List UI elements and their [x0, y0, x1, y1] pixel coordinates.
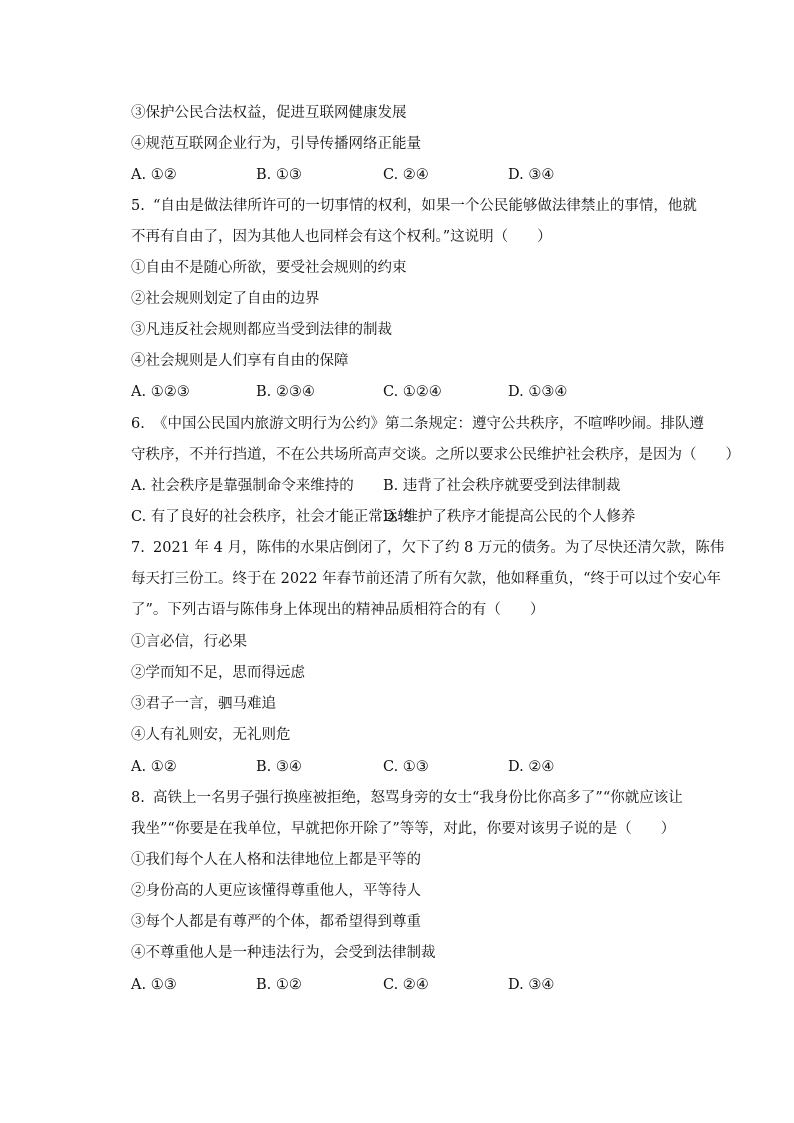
stem-text: 2021 年 4 月，陈伟的水果店倒闭了，欠下了约 8 万元的债务。为了尽快还清欠款，陈伟 [153, 540, 725, 556]
statement: ③每个人都是有尊严的个体，都希望得到尊重 [131, 914, 421, 930]
option-c: C. ①②④ [383, 384, 442, 400]
question-number: 7. [131, 540, 145, 556]
statement: ①言必信，行必果 [131, 634, 247, 650]
question-number: 5. [131, 198, 145, 214]
question-5-stem [131, 196, 697, 216]
stem-text: 不再有自由了，因为其他人也同样会有这个权利。”这说明（ ） [131, 229, 552, 245]
option-a: A. ①③ [131, 977, 177, 993]
statement: ①自由不是随心所欲，要受社会规则的约束 [131, 260, 407, 276]
stem-text: “自由是做法律所许可的一切事情的权利，如果一个公民能够做法律禁止的事情，他就 [153, 198, 697, 214]
question-7-stem [131, 538, 724, 558]
statement: ②学而知不足，思而得远虑 [131, 665, 305, 681]
stem-text: 我坐”“你要是在我单位，早就把你开除了”等等，对此，你要对该男子说的是（ ） [131, 821, 676, 837]
stem-text: 了”。下列古语与陈伟身上体现出的精神品质相符合的有（ ） [131, 602, 545, 618]
statement: ③君子一言，驷马难追 [131, 696, 276, 712]
statement: ①我们每个人在人格和法律地位上都是平等的 [131, 852, 421, 868]
option-b: B. ②③④ [256, 384, 315, 400]
option-c: C. ②④ [383, 167, 429, 183]
statement: ④人有礼则安，无礼则危 [131, 727, 291, 743]
statement: ③凡违反社会规则都应当受到法律的制裁 [131, 322, 392, 338]
question-6-stem [131, 414, 704, 434]
option-b: B. ③④ [256, 759, 302, 775]
option-d: D. ③④ [508, 167, 555, 183]
option-b: B. 违背了社会秩序就要受到法律制裁 [383, 478, 621, 494]
statement: ②身份高的人更应该懂得尊重他人，平等待人 [131, 883, 421, 899]
statement: ④规范互联网企业行为，引导传播网络正能量 [131, 136, 421, 152]
stem-text: 《中国公民国内旅游文明行为公约》第二条规定：遵守公共秩序，不喧哗吵闹。排队遵 [153, 416, 704, 432]
option-d: D. ①③④ [508, 384, 568, 400]
stem-text: 每天打三份工。终于在 2022 年春节前还清了所有欠款，他如释重负，“终于可以过个安心年 [131, 571, 722, 587]
question-number: 6. [131, 416, 145, 432]
option-d: D. ②④ [508, 759, 555, 775]
option-a: A. ①② [131, 167, 177, 183]
option-d: D. ③④ [508, 977, 555, 993]
option-b: B. ①③ [256, 167, 302, 183]
statement: ④社会规则是人们享有自由的保障 [131, 353, 349, 369]
option-c: C. 有了良好的社会秩序，社会才能正常运转 [131, 509, 412, 525]
option-b: B. ①② [256, 977, 302, 993]
question-number: 8. [131, 790, 145, 806]
option-d: D. 维护了秩序才能提高公民的个人修养 [383, 509, 636, 525]
option-c: C. ①③ [383, 759, 429, 775]
option-a: A. ①②③ [131, 384, 190, 400]
option-c: C. ②④ [383, 977, 429, 993]
statement: ②社会规则划定了自由的边界 [131, 291, 320, 307]
stem-text: 守秩序，不并行挡道，不在公共场所高声交谈。之所以要求公民维护社会秩序，是因为（ ） [131, 447, 740, 463]
option-a: A. 社会秩序是靠强制命令来维持的 [131, 478, 354, 494]
statement: ④不尊重他人是一种违法行为，会受到法律制裁 [131, 945, 436, 961]
stem-text: 高铁上一名男子强行换座被拒绝，怒骂身旁的女士“我身份比你高多了”“你就应该让 [153, 790, 683, 806]
question-8-stem [131, 788, 683, 808]
option-a: A. ①② [131, 759, 177, 775]
statement: ③保护公民合法权益，促进互联网健康发展 [131, 105, 407, 121]
